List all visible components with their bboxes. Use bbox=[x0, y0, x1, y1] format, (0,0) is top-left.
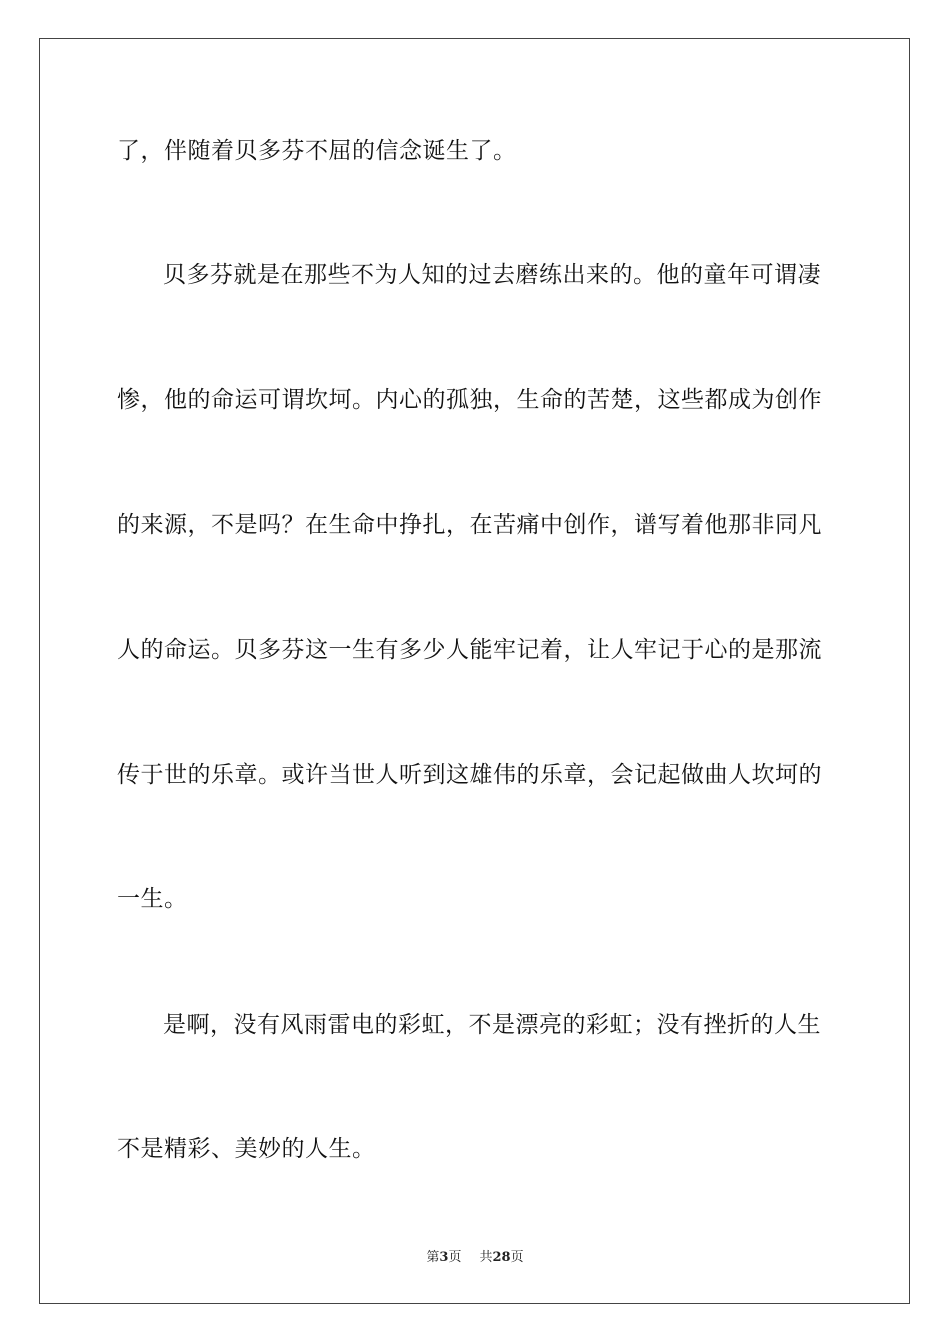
text-line-9: 不是精彩、美妙的人生。 bbox=[117, 1136, 376, 1162]
text-line-6: 传于世的乐章。或许当世人听到这雄伟的乐章，会记起做曲人坎坷的 bbox=[117, 762, 822, 788]
text-line-1: 了，伴随着贝多芬不屈的信念诞生了。 bbox=[117, 138, 517, 164]
text-line-2: 贝多芬就是在那些不为人知的过去磨练出来的。他的童年可谓凄 bbox=[163, 262, 821, 288]
footer-page-number: 3 bbox=[439, 1250, 449, 1265]
text-line-5: 人的命运。贝多芬这一生有多少人能牢记着，让人牢记于心的是那流 bbox=[117, 637, 822, 663]
text-line-8: 是啊，没有风雨雷电的彩虹，不是漂亮的彩虹；没有挫折的人生 bbox=[163, 1012, 821, 1038]
footer-total-pages: 28 bbox=[492, 1250, 511, 1265]
text-line-7: 一生。 bbox=[117, 886, 188, 912]
footer-total-suffix: 页 bbox=[510, 1250, 524, 1265]
footer-total-prefix: 共 bbox=[479, 1250, 493, 1265]
page-footer bbox=[0, 1249, 950, 1267]
footer-page-suffix: 页 bbox=[448, 1250, 462, 1265]
page-border bbox=[39, 38, 910, 1304]
text-line-3: 惨，他的命运可谓坎坷。内心的孤独，生命的苦楚，这些都成为创作 bbox=[117, 387, 822, 413]
footer-page-prefix: 第 bbox=[426, 1250, 440, 1265]
text-line-4: 的来源，不是吗？在生命中挣扎，在苦痛中创作，谱写着他那非同凡 bbox=[117, 512, 822, 538]
